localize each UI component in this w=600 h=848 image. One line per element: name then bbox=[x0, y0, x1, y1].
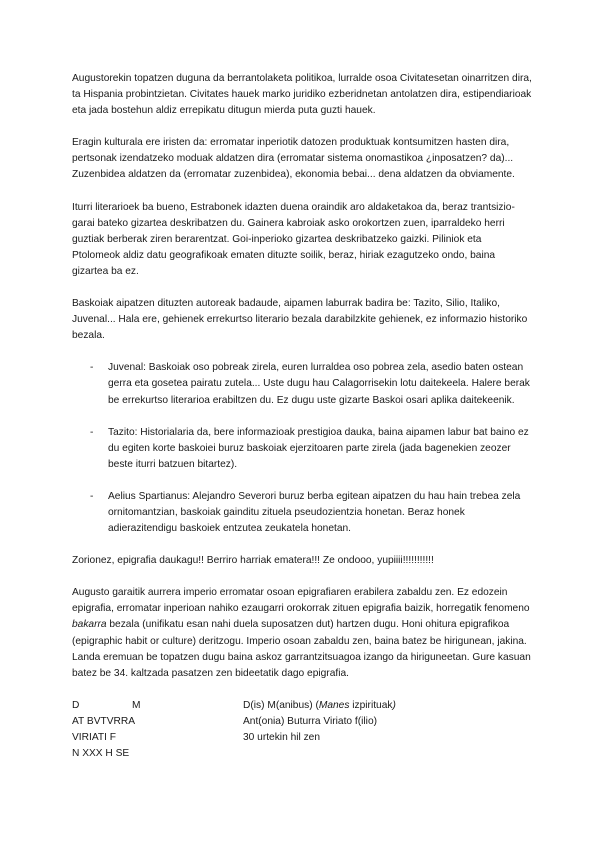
bullet-dash: - bbox=[90, 362, 94, 374]
translation-line-1-a: D(is) M(anibus) ( bbox=[243, 699, 319, 711]
bullet-dash: - bbox=[90, 426, 94, 438]
translation-line-1 bbox=[243, 698, 396, 714]
emphasis-manes: Manes bbox=[318, 699, 350, 711]
emphasis-bakarra: bakarra bbox=[72, 619, 107, 631]
inscription-line-2: AT BVTVRRA bbox=[72, 715, 136, 727]
translation-line-2: Ant(onia) Buturra Viriato f(ilio) bbox=[243, 715, 377, 727]
paragraph-epigraphic-habit bbox=[72, 585, 532, 682]
paragraph-epigraphic-habit-b: bezala (unifikatu esan nahi duela suposatzen dut) hartzen dugu. Honi ohitura epigrafikoa (epigraphic habit or culture) deritzogu. Imperio osoan zabaldu zen, baina batez be hirigunean, jakina. Landa eremuan be topatzen dugu baina askoz garrantzitsuagoa izango da hiriguneetan. Gure kasuan batez be 34. kaltzada pasatzen zen bideetatik dago epigrafia. bbox=[72, 619, 531, 679]
paragraph-epigraphic-habit-a: Augusto garaitik aurrera imperio erromatar osoan epigrafiaren erabilera zabaldu zen. Ez edozein epigrafia, erromatar inperioan nahiko ezaugarri orokorrak zituen epigrafia baizik, horregatik fenomeno bbox=[72, 587, 530, 615]
bullet-spartianus-text: Aelius Spartianus: Alejandro Severori buruz berba egitean aipatzen du hau hain trebea zela ornitomantzian, baskoiak gainditu zituela pseudozientzia honetan. Beraz honek adierazitendigu baskoiek entzutea zeukatela honetan. bbox=[108, 490, 521, 535]
paragraph-cultural-influence: Eragin kulturala ere iristen da: erromatar inperiotik datozen produktuak kontsumitzen hasten dira, pertsonak izendatzeko moduak aldatzen dira (erromatar sistema onomastikoa ¿inposatzen? da)... Zuzenbidea aldatzen da (erromatar zuzenbidea), ekonomia bebai... dena aldatzen da obviamente. bbox=[72, 137, 515, 181]
bullet-dash: - bbox=[90, 490, 94, 502]
paragraph-authors: Baskoiak aipatzen dituzten autoreak badaude, aipamen laburrak badira be: Tazito, Silio, Italiko, Juvenal... Hala ere, gehienek errekurtso literario bezala darabilzkite gehienek, ez informazio historiko bezala. bbox=[72, 298, 528, 342]
paragraph-augustus: Augustorekin topatzen duguna da berrantolaketa politikoa, lurralde osoa Civitatesetan oinarritzen dira, ta Hispania probintzietan. Civitates hauek marko juridiko ezberidnetan antolatzen dira, estipendiarioak eta jada bostehun aldiz errepikatu ditugun mierda puta guzti hauek. bbox=[72, 73, 532, 117]
paragraph-literary-sources: Iturri literarioek ba bueno, Estrabonek idazten duena oraindik aro aldaketakoa da, beraz trantsizio-garai bateko gizartea deskribatzen du. Gainera kabroiak asko orokortzen zuen, iparraldeko herri guztiak berberak ziren berarentzat. Goi-inperioko gizartea deskribatzeko gaizki. Piliniok eta Ptolomeok aldiz datu geografikoak ematen dituzte soilik, beraz, hiriak ezagutzeko ondo, baina gizartea ba ez. bbox=[72, 201, 515, 277]
translation-line-1-b: izpirituak bbox=[349, 699, 393, 711]
bullet-spartianus bbox=[72, 489, 532, 537]
bullet-juvenal-text: Juvenal: Baskoiak oso pobreak zirela, euren lurraldea oso pobrea zela, asedio baten ostean gerra eta gosetea pairatu zutela... Uste dugu hau Calagorrisekin lotu daitekeela. Halere berak be errekurtso literarioa erabiltzen du. Ez dugu uste gizarte Baskoi osari aplika daitekeenik. bbox=[108, 362, 530, 406]
inscription-line-3: VIRIATI F bbox=[72, 731, 116, 743]
document-body bbox=[72, 71, 532, 762]
bullet-tazito-text: Tazito: Historialaria da, bere informazioak prestigioa dauka, baina aipamen labur bat baino ez du egiten korte baskoiei buruz baskoiak ejerzitoaren parte zirela (jada bagenekien zeozer beste iturri batzuen bitartez). bbox=[108, 426, 529, 470]
inscription-line-4: N XXX H SE bbox=[72, 747, 130, 759]
inscription-line-1-m: M bbox=[132, 699, 141, 711]
translation-line-3: 30 urtekin hil zen bbox=[243, 731, 321, 743]
inscription-line-1: D bbox=[72, 699, 80, 711]
inscription-block bbox=[72, 698, 532, 762]
paragraph-epigraphy-intro: Zorionez, epigrafia daukagu!! Berriro harriak ematera!!! Ze ondooo, yupiiii!!!!!!!!!!! bbox=[72, 555, 434, 567]
translation-line-1-close: ) bbox=[392, 699, 396, 711]
bullet-tazito bbox=[72, 425, 532, 473]
bullet-juvenal bbox=[72, 360, 532, 408]
